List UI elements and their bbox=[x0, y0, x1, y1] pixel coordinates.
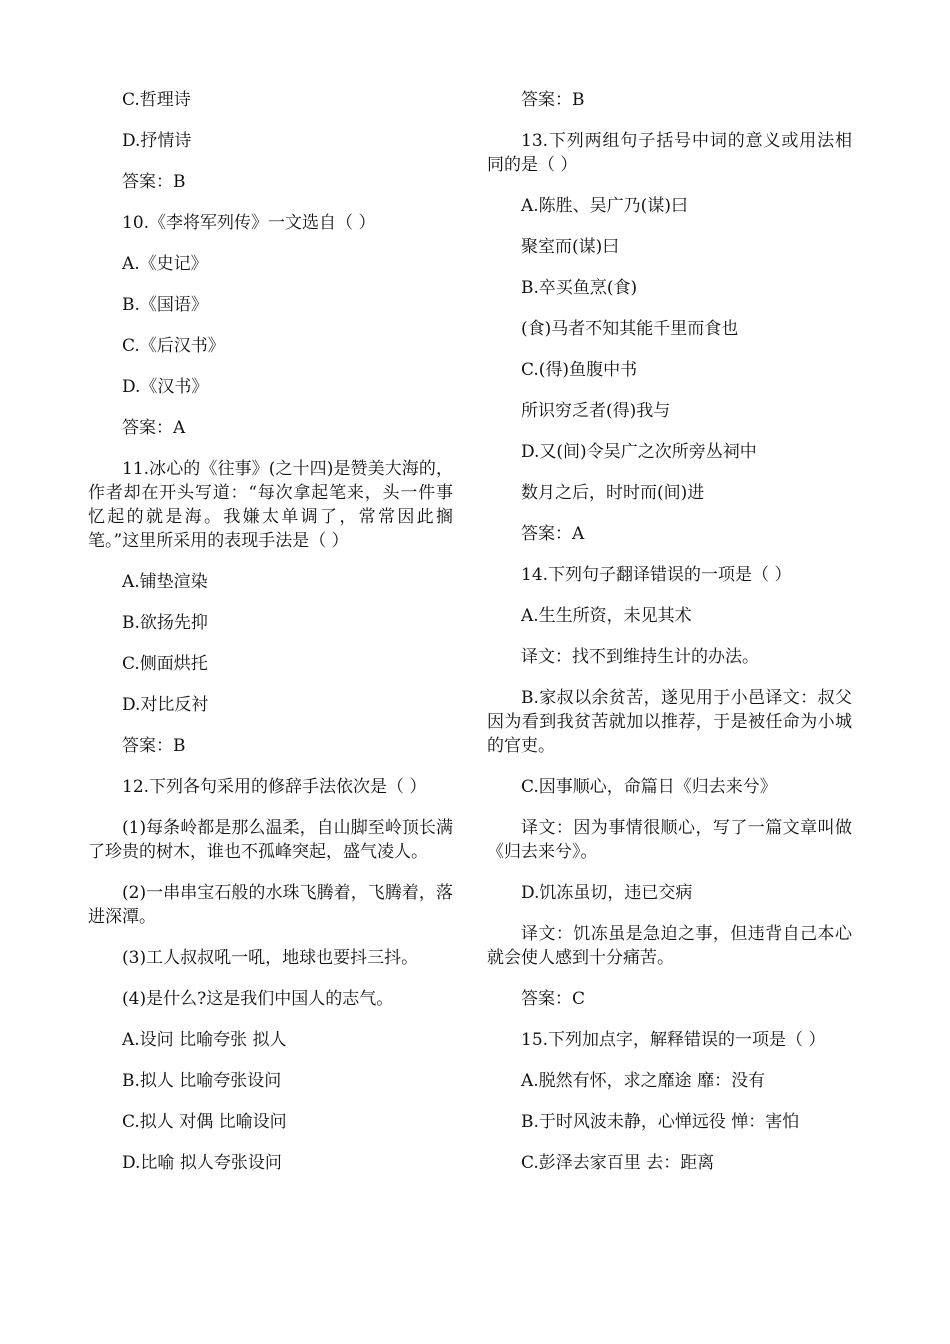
right-paragraph: 答案：B bbox=[521, 90, 585, 110]
right-paragraph: C.彭泽去家百里 去：距离 bbox=[521, 1153, 715, 1173]
right-paragraph: (食)马者不知其能千里而食也 bbox=[521, 319, 739, 339]
left-paragraph: 答案：B bbox=[122, 736, 186, 756]
left-paragraph: (4)是什么?这是我们中国人的志气。 bbox=[122, 989, 394, 1009]
left-paragraph: 12.下列各句采用的修辞手法依次是（ ） bbox=[122, 777, 427, 797]
left-paragraph: C.侧面烘托 bbox=[122, 654, 208, 674]
left-column bbox=[88, 88, 453, 1192]
right-paragraph: C.因事顺心，命篇日《归去来兮》 bbox=[521, 777, 777, 797]
left-paragraph: (1)每条岭都是那么温柔，自山脚至岭顶长满了珍贵的树木，谁也不孤峰突起，盛气凌人。 bbox=[88, 818, 453, 862]
left-paragraph: 答案：A bbox=[122, 418, 186, 438]
right-paragraph: A.陈胜、吴广乃(谋)曰 bbox=[521, 196, 688, 216]
right-paragraph: D.饥冻虽切，违已交病 bbox=[521, 883, 693, 903]
right-paragraph: B.卒买鱼烹(食) bbox=[521, 278, 638, 298]
left-paragraph: C.哲理诗 bbox=[122, 90, 191, 110]
left-paragraph: D.《汉书》 bbox=[122, 377, 209, 397]
right-paragraph: 答案：C bbox=[521, 989, 586, 1009]
right-paragraph: 聚室而(谋)曰 bbox=[521, 237, 620, 257]
right-paragraph: A.脱然有怀，求之靡途 靡：没有 bbox=[521, 1071, 766, 1091]
left-paragraph: A.《史记》 bbox=[122, 254, 208, 274]
right-paragraph: 15.下列加点字，解释错误的一项是（ ） bbox=[521, 1030, 826, 1050]
left-paragraph: (3)工人叔叔吼一吼，地球也要抖三抖。 bbox=[122, 948, 419, 968]
right-paragraph: 译文：找不到维持生计的办法。 bbox=[521, 647, 759, 667]
right-paragraph: B.家叔以余贫苦，遂见用于小邑译文：叔父因为看到我贫苦就加以推荐，于是被任命为小城的官吏。 bbox=[487, 688, 852, 756]
left-paragraph: A.设问 比喻夸张 拟人 bbox=[122, 1030, 287, 1050]
right-column bbox=[487, 88, 852, 1192]
right-paragraph: 13.下列两组句子括号中词的意义或用法相同的是（ ） bbox=[487, 131, 852, 175]
left-paragraph: C.《后汉书》 bbox=[122, 336, 225, 356]
left-paragraph: D.抒情诗 bbox=[122, 131, 192, 151]
left-paragraph: A.铺垫渲染 bbox=[122, 572, 208, 592]
right-paragraph: B.于时风波未静，心惮远役 惮：害怕 bbox=[521, 1112, 800, 1132]
left-paragraph: B.拟人 比喻夸张设问 bbox=[122, 1071, 282, 1091]
right-paragraph: A.生生所资，未见其术 bbox=[521, 606, 692, 626]
right-paragraph: 译文：饥冻虽是急迫之事，但违背自己本心就会使人感到十分痛苦。 bbox=[487, 924, 852, 968]
left-paragraph: 答案：B bbox=[122, 172, 186, 192]
left-paragraph: (2)一串串宝石般的水珠飞腾着，飞腾着，落进深潭。 bbox=[88, 883, 453, 927]
right-paragraph: 数月之后，时时而(间)进 bbox=[521, 483, 705, 503]
right-paragraph: 14.下列句子翻译错误的一项是（ ） bbox=[521, 565, 792, 585]
right-paragraph: 所识穷乏者(得)我与 bbox=[521, 401, 671, 421]
left-paragraph: 11.冰心的《往事》(之十四)是赞美大海的，作者却在开头写道：“每次拿起笔来，头一件事忆起的就是海。我嫌太单调了，常常因此搁笔。”这里所采用的表现手法是（ ） bbox=[88, 459, 453, 551]
left-paragraph: 10.《李将军列传》一文选自（ ） bbox=[122, 213, 376, 233]
left-paragraph: B.《国语》 bbox=[122, 295, 208, 315]
right-paragraph: C.(得)鱼腹中书 bbox=[521, 360, 638, 380]
left-paragraph: D.比喻 拟人夸张设问 bbox=[122, 1153, 282, 1173]
right-paragraph: 答案：A bbox=[521, 524, 585, 544]
right-paragraph: D.又(间)令吴广之次所旁丛祠中 bbox=[521, 442, 757, 462]
left-paragraph: C.拟人 对偶 比喻设问 bbox=[122, 1112, 287, 1132]
left-paragraph: B.欲扬先抑 bbox=[122, 613, 208, 633]
right-paragraph: 译文：因为事情很顺心，写了一篇文章叫做《归去来兮》。 bbox=[487, 818, 852, 862]
left-paragraph: D.对比反衬 bbox=[122, 695, 209, 715]
